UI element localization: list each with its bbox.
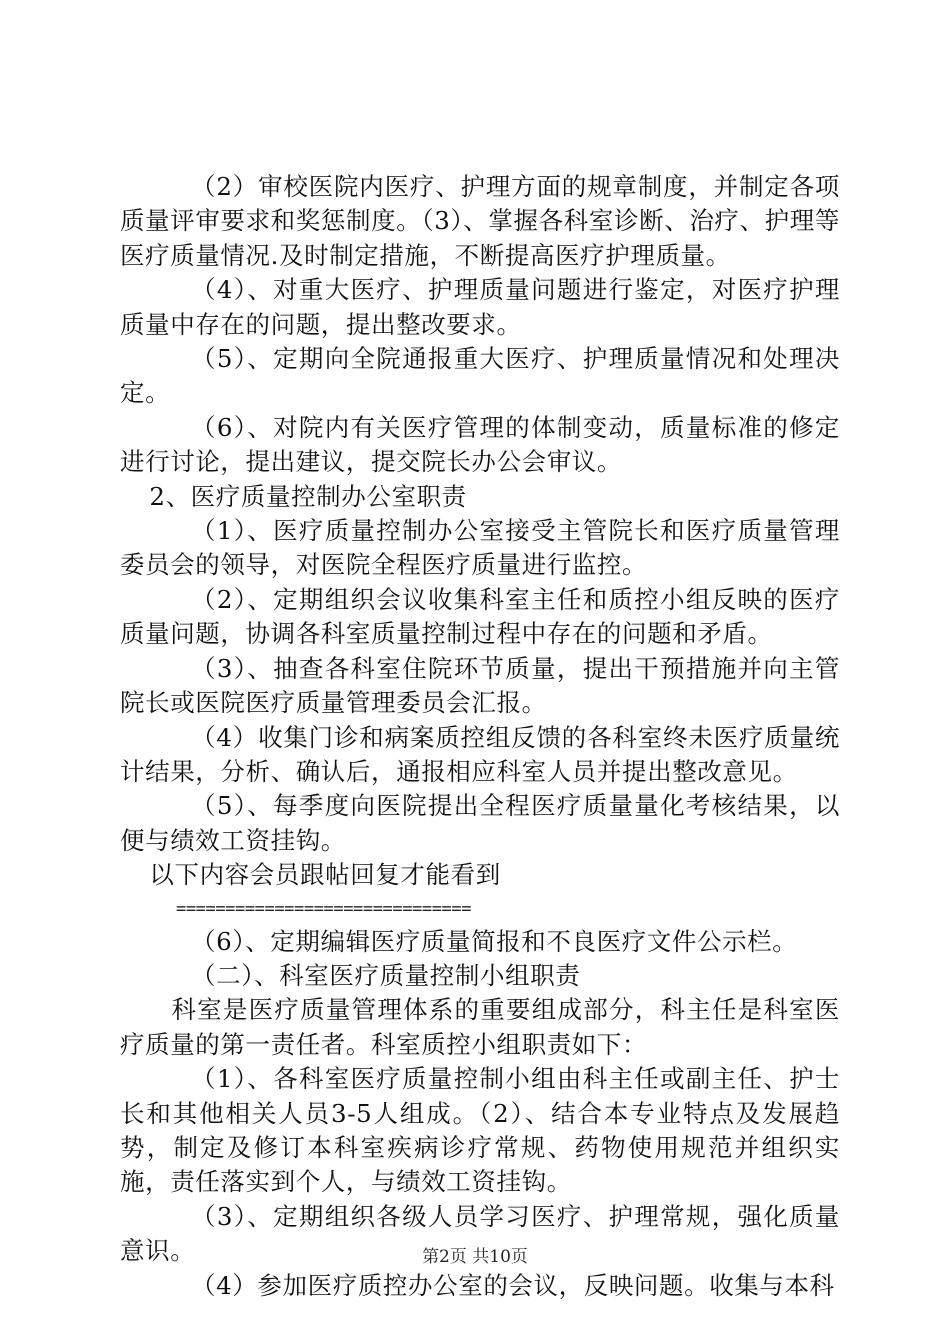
paragraph-office-4: （4）收集门诊和病案质控组反馈的各科室终未医疗质量统计结果，分析、确认后，通报相应科室人员并提出整改意见。 bbox=[120, 722, 840, 786]
paragraph-dept-1-2: （1）、各科室医疗质量控制小组由科主任或副主任、护士长和其他相关人员3-5人组成。（2）、结合本专业特点及发展趋势，制定及修订本科室疾病诊疗常规、药物使用规范并组织实施，责任落实到个人，与绩效工资挂钩。 bbox=[120, 1064, 840, 1197]
paragraph-committee-4: （4）、对重大医疗、护理质量问题进行鉴定，对医疗护理质量中存在的问题，提出整改要求。 bbox=[120, 275, 840, 339]
paragraph-office-6: （6）、定期编辑医疗质量简报和不良医疗文件公示栏。 bbox=[191, 926, 798, 956]
paragraph-dept-4: （4）参加医疗质控办公室的会议，反映问题。收集与本科 bbox=[191, 1270, 835, 1300]
paragraph-office-5: （5）、每季度向医院提出全程医疗质量量化考核结果，以便与绩效工资挂钩。 bbox=[120, 791, 840, 855]
document-body bbox=[120, 170, 840, 1303]
paragraph-committee-2-3: （2）审校医院内医疗、护理方面的规章制度，并制定各项质量评审要求和奖惩制度。（3）、掌握各科室诊断、治疗、护理等医疗质量情况.及时制定措施，不断提高医疗护理质量。 bbox=[120, 172, 840, 270]
page-number-footer: 第2页 共10页 bbox=[422, 1247, 528, 1267]
paragraph-dept-3: （3）、定期组织各级人员学习医疗、护理常规，强化质量意识。 bbox=[120, 1201, 840, 1266]
divider-line: ============================== bbox=[176, 898, 472, 919]
paragraph-dept-intro: 科室是医疗质量管理体系的重要组成部分，科主任是科室医疗质量的第一责任者。科室质控小组职责如下： bbox=[120, 995, 840, 1059]
paragraph-committee-5: （5）、定期向全院通报重大医疗、护理质量情况和处理决定。 bbox=[120, 344, 840, 408]
members-only-notice: 以下内容会员跟帖回复才能看到 bbox=[149, 860, 501, 890]
paragraph-office-2: （2）、定期组织会议收集科室主任和质控小组反映的医疗质量问题，协调各科室质量控制过程中存在的问题和矛盾。 bbox=[120, 584, 840, 649]
paragraph-office-1: （1）、医疗质量控制办公室接受主管院长和医疗质量管理委员会的领导，对医院全程医疗质量进行监控。 bbox=[120, 516, 840, 580]
section-heading-qc-office: 2、医疗质量控制办公室职责 bbox=[149, 481, 467, 511]
paragraph-committee-6: （6）、对院内有关医疗管理的体制变动，质量标准的修定进行讨论，提出建议，提交院长办公会审议。 bbox=[120, 412, 840, 477]
paragraph-office-3: （3）、抽查各科室住院环节质量，提出干预措施并向主管院长或医院医疗质量管理委员会汇报。 bbox=[120, 653, 840, 718]
section-heading-dept-group: （二）、科室医疗质量控制小组职责 bbox=[191, 960, 581, 990]
